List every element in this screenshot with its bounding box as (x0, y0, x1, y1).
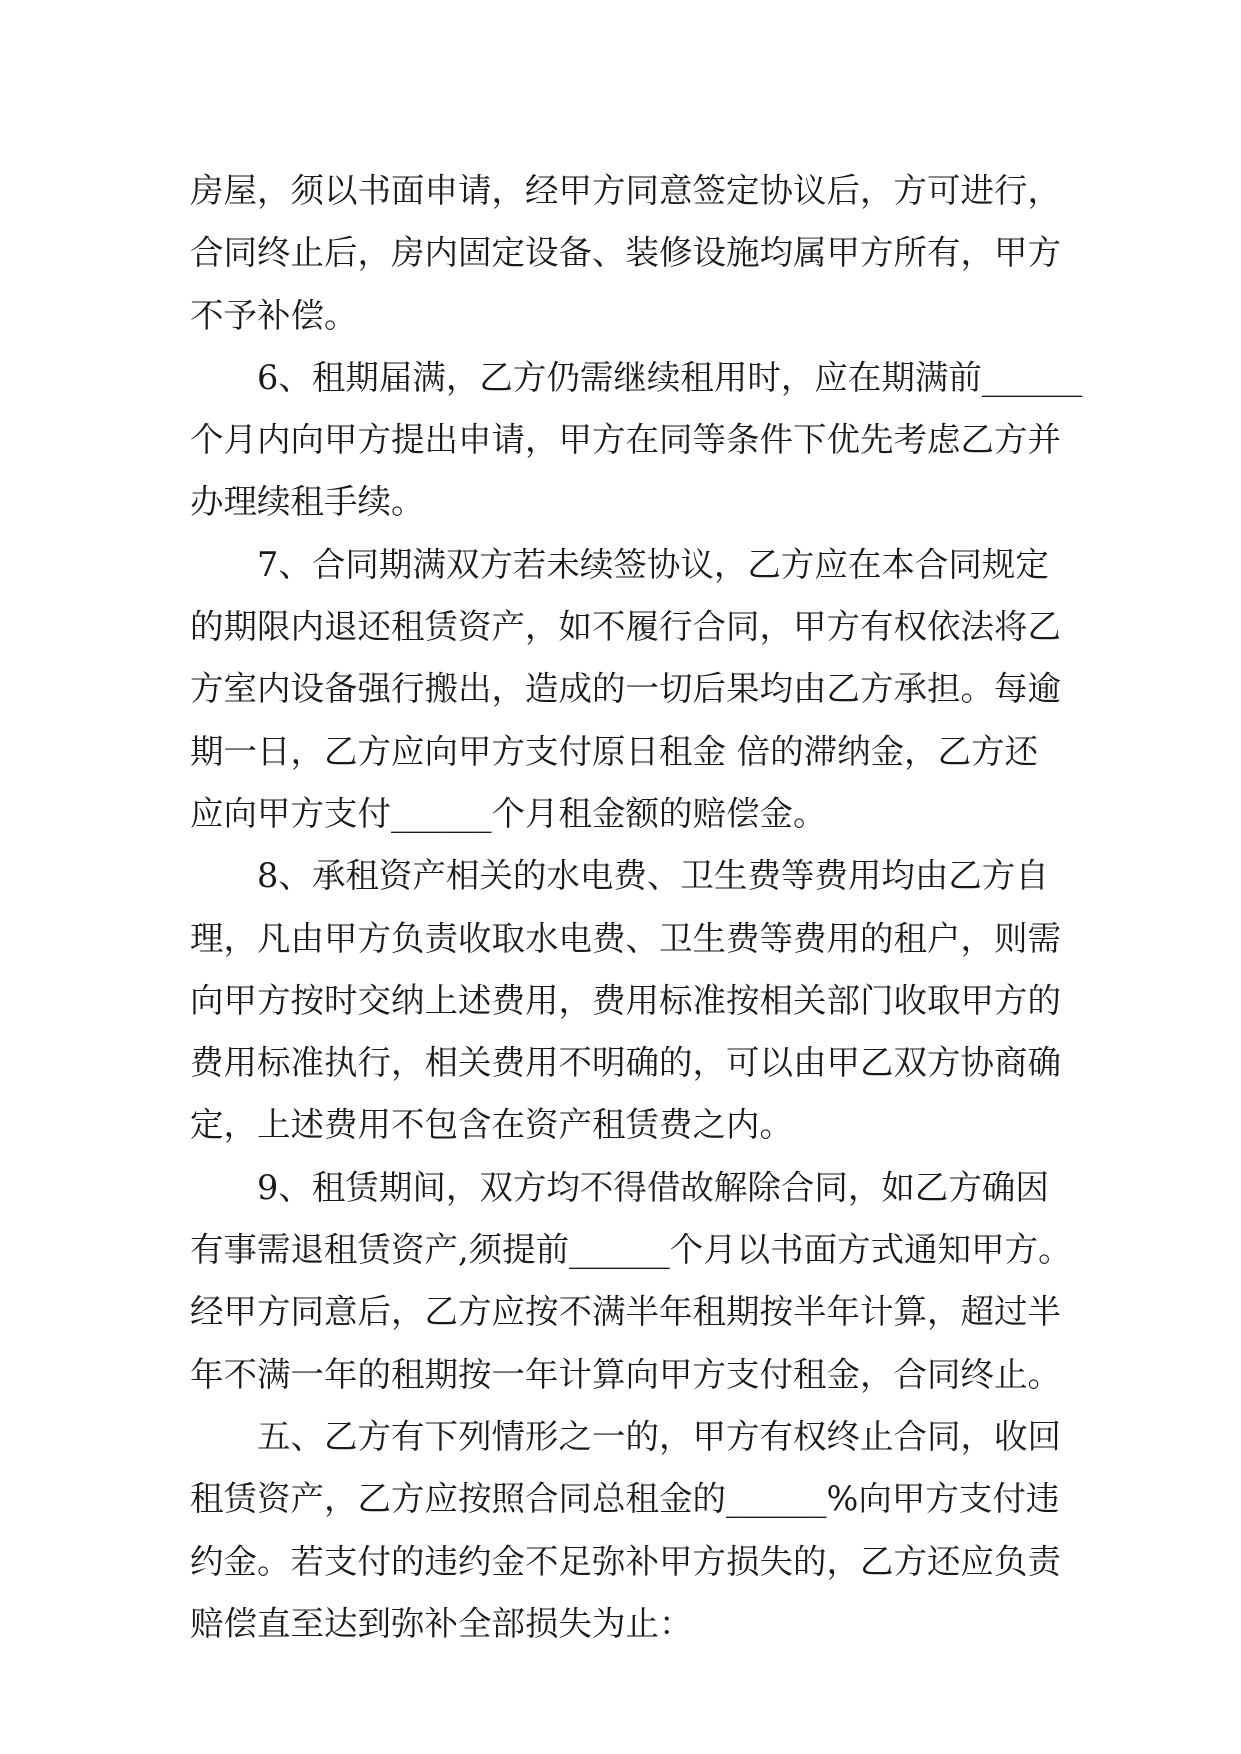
paragraph (190, 1406, 1070, 1655)
line: 合同终止后，房内固定设备、装修设施均属甲方所有，甲方 (190, 233, 1061, 273)
line: 期一日，乙方应向甲方支付原日租金 倍的滞纳金，乙方还 (190, 731, 1039, 771)
paragraph (190, 534, 1070, 845)
line: 费用标准执行，相关费用不明确的，可以由甲乙双方协商确 (190, 1043, 1061, 1083)
line: 不予补偿。 (190, 295, 358, 335)
line: 租赁资产，乙方应按照合同总租金的______%向甲方支付违 (190, 1479, 1060, 1519)
line: 理，凡由甲方负责收取水电费、卫生费等费用的租户，则需 (190, 918, 1061, 958)
line: 赔偿直至达到弥补全部损失为止： (190, 1603, 693, 1643)
paragraph (190, 845, 1070, 1156)
line: 8、承租资产相关的水电费、卫生费等费用均由乙方自 (257, 856, 1049, 896)
line: 约金。若支付的违约金不足弥补甲方损失的，乙方还应负责 (190, 1541, 1061, 1581)
line: 方室内设备强行搬出，造成的一切后果均由乙方承担。每逾 (190, 669, 1061, 709)
line: 6、租期届满，乙方仍需继续租用时，应在期满前______ (257, 357, 1083, 397)
paragraph (190, 160, 1070, 347)
line: 7、合同期满双方若未续签协议，乙方应在本合同规定 (257, 544, 1049, 584)
line: 定，上述费用不包含在资产租赁费之内。 (190, 1105, 793, 1145)
line: 9、租赁期间，双方均不得借故解除合同，如乙方确因 (257, 1167, 1049, 1207)
line: 办理续租手续。 (190, 482, 425, 522)
line: 向甲方按时交纳上述费用，费用标准按相关部门收取甲方的 (190, 980, 1061, 1020)
line: 的期限内退还租赁资产，如不履行合同，甲方有权依法将乙 (190, 607, 1061, 647)
line: 房屋，须以书面申请，经甲方同意签定协议后，方可进行， (190, 171, 1061, 210)
document-body (190, 160, 1083, 1655)
line: 年不满一年的租期按一年计算向甲方支付租金，合同终止。 (190, 1354, 1061, 1394)
paragraph (190, 1157, 1070, 1406)
line: 个月内向甲方提出申请，甲方在同等条件下优先考虑乙方并 (190, 420, 1061, 460)
line: 五、乙方有下列情形之一的，甲方有权终止合同，收回 (257, 1416, 1061, 1456)
line: 有事需退租赁资产,须提前______个月以书面方式通知甲方。 (190, 1230, 1072, 1270)
paragraph (190, 347, 1083, 534)
line: 应向甲方支付______个月租金额的赔偿金。 (190, 793, 827, 833)
line: 经甲方同意后，乙方应按不满半年租期按半年计算，超过半 (190, 1292, 1061, 1332)
